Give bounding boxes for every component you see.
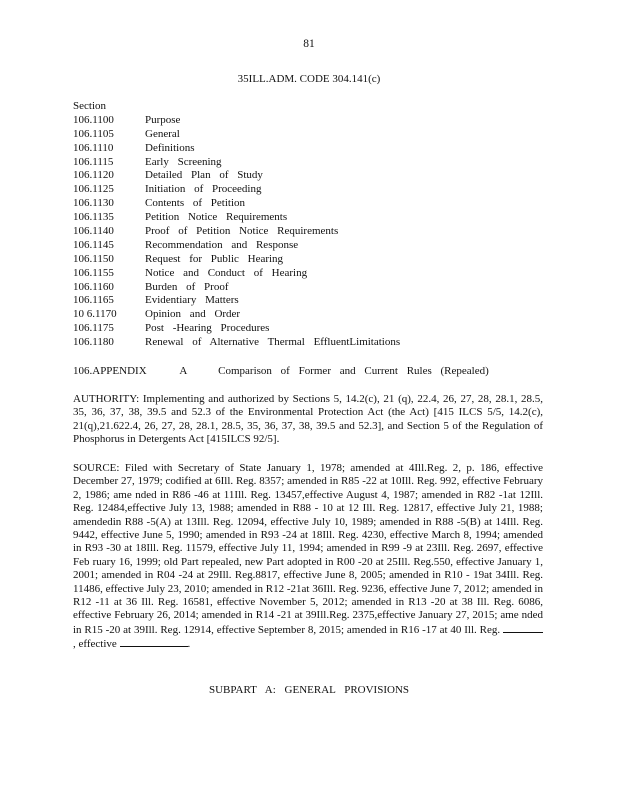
section-title: Detailed Plan of Study — [145, 169, 263, 182]
appendix-letter: A — [179, 365, 188, 377]
section-title: Recommendation and Response — [145, 238, 299, 251]
toc-row — [73, 239, 543, 253]
toc-row — [73, 225, 543, 239]
section-title: Petition Notice Requirements — [145, 211, 288, 224]
source-effective: , effective — [73, 638, 117, 651]
section-number: 106.1175 — [73, 322, 114, 335]
section-title: Definitions — [145, 141, 195, 154]
toc-row — [73, 308, 543, 322]
toc-row — [73, 267, 543, 281]
section-title: Request for Public Hearing — [145, 252, 284, 265]
blank-underline — [503, 623, 543, 633]
section-number: 106.1110 — [73, 141, 114, 154]
source-text: SOURCE: Filed with Secretary of State January 1, 1978; amended at 4Ill.Reg. 2, p. 186, effective December 27, 1979; codified at 6Ill. Reg. 8357; amended in R85 -22 at 10Ill. Reg. 992, effective February 2, 1986; ame nded in R86 -46 at 11Ill. Reg. 13457,effective August 4, 1987; amended in R82 -1at 12Ill. Reg. 12484,effective July 13, 1988; amended in R88 - 10 at 12 Ill. Reg. 12817, effective July 21, 1988; amendedin R88 -5(A) at 13Ill. Reg. 12094, effective July 10, 1989; amended in R88 -5(B) at 14Ill. Reg. 9442, effective June 5, 1990; amended in R93 -24 at 18Ill. Reg. 4230, effective March 8, 1994; amended in R93 -30 at 18Ill. Reg. 11579, effective July 11, 1994; amended in R99 -9 at 23Ill. Reg. 2697, effective Feb ruary 16, 1999; old Part repealed, new Part adopted in R00 -20 at 25Ill. Reg.550, effective January 1, 2001; amended in R04 -24 at 29Ill. Reg.8817, effective June 8, 2005; amended in R10 - 19at 34Ill. Reg. 11486, effective July 23, 2010; amended in R12 -21at 36Ill. Reg. 9236, effective June 7, 2012; amended in R12 -11 at 36 Ill. Reg. 16581, effective November 5, 2012; amended in R13 -20 at 38 Ill. Reg. 6086, effective February 26, 2014; amended in R14 -21 at 39Ill.Reg. 2375,effective January 27, 2015; ame nded in R15 -20 at 39Ill. Reg. 12914, effective September 8, 2015; amended in R16 -17 at 40 Ill. Reg. — [73, 462, 543, 636]
authority-paragraph: AUTHORITY: Implementing and authorized by Sections 5, 14.2(c), 21 (q), 22.4, 26, 27, 28, 28.1, 28.5, 35, 36, 37, 38, 39.5 and 52.3 of the Environmental Protection Act (the Act) [415 ILCS 5/5, 14.2(c), 21(q),21.622.4, 26, 27, 28, 28.1, 28.5, 35, 36, 37, 38, 39.5 and 52.3], and Section 5 of the Regulation of Phosphorus in Detergents Act [415ILCS 92/5]. — [73, 393, 543, 446]
section-number: 106.1120 — [73, 169, 114, 182]
section-number: 106.1180 — [73, 336, 114, 349]
section-number: 106.1160 — [73, 280, 114, 293]
source-end: . — [187, 638, 191, 651]
section-title: Opinion and Order — [145, 308, 241, 321]
toc-row — [73, 114, 543, 128]
toc-row — [73, 128, 543, 142]
section-title: Proof of Petition Notice Requirements — [145, 225, 339, 238]
section-number: 106.1140 — [73, 225, 114, 238]
toc-row — [73, 156, 543, 170]
section-number: 106.1135 — [73, 211, 114, 224]
section-title: Notice and Conduct of Hearing — [145, 266, 308, 279]
page-number: 81 — [303, 38, 315, 50]
section-number: 106.1165 — [73, 294, 114, 307]
toc-row — [73, 211, 543, 225]
section-title: Burden of Proof — [145, 280, 229, 293]
section-title: Evidentiary Matters — [145, 294, 239, 307]
toc-row — [73, 142, 543, 156]
section-title: General — [145, 127, 180, 140]
toc-rows — [73, 114, 543, 350]
toc-row — [73, 169, 543, 183]
section-title: Purpose — [145, 113, 181, 126]
subpart-heading: SUBPART A: GENERAL PROVISIONS — [209, 684, 409, 696]
section-table-of-contents — [73, 100, 543, 350]
toc-row — [73, 281, 543, 295]
appendix-title: Comparison of Former and Current Rules (Repealed) — [218, 365, 489, 377]
section-number: 106.1155 — [73, 266, 114, 279]
toc-row — [73, 197, 543, 211]
section-number: 106.1145 — [73, 238, 114, 251]
toc-row — [73, 294, 543, 308]
code-header: 35ILL.ADM. CODE 304.141(c) — [237, 73, 381, 85]
section-title: Post -Hearing Procedures — [145, 322, 270, 335]
section-number: 106.1100 — [73, 113, 114, 126]
source-paragraph — [73, 462, 543, 652]
section-title: Contents of Petition — [145, 197, 245, 210]
toc-row — [73, 183, 543, 197]
appendix-line — [73, 365, 543, 378]
section-title: Initiation of Proceeding — [145, 183, 262, 196]
appendix-id: 106.APPENDIX — [73, 365, 147, 377]
section-number: 10 6.1170 — [73, 308, 117, 321]
section-title: Early Screening — [145, 155, 222, 168]
section-number: 106.1130 — [73, 197, 114, 210]
section-number: 106.1125 — [73, 183, 114, 196]
section-number: 106.1115 — [73, 155, 114, 168]
section-title: Renewal of Alternative Thermal EffluentLimitations — [145, 336, 401, 349]
section-number: 106.1105 — [73, 127, 114, 140]
toc-row — [73, 322, 543, 336]
section-number: 106.1150 — [73, 252, 114, 265]
toc-row — [73, 253, 543, 267]
blank-underline — [120, 637, 188, 647]
toc-row — [73, 336, 543, 350]
toc-heading: Section — [73, 100, 106, 112]
